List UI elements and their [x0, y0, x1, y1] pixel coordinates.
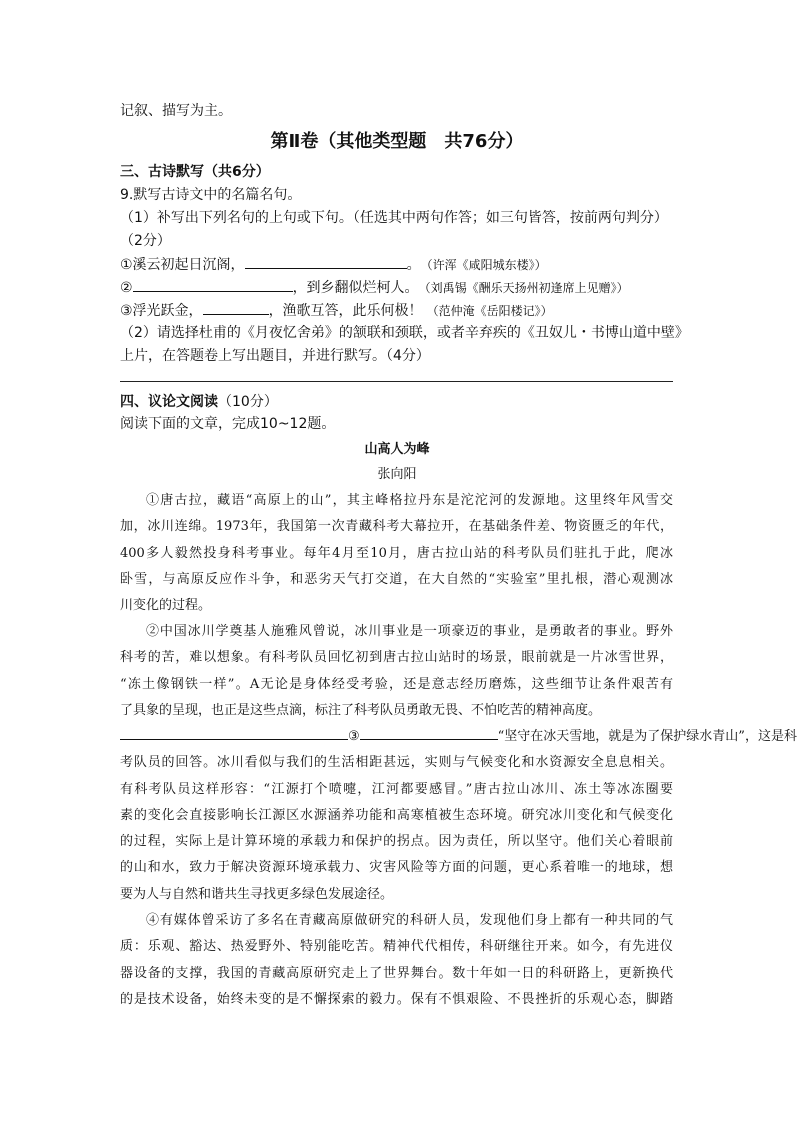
sub-question-1-score: （2分） — [120, 233, 171, 249]
poem-item-2-prefix: ② — [120, 280, 133, 296]
paragraph-line: 的山和水，致力于解决资源环境承载力、灾害风险等方面的问题，更心系着唯一的地球，想 — [120, 860, 673, 876]
paragraph-line: 川变化的过程。 — [120, 598, 212, 614]
paragraph-line: 的是技术设备，始终未变的是不懈探索的毅力。保有不惧艰险、不畏挫折的乐观心态，脚踏 — [120, 991, 673, 1007]
paragraph-line: 素的变化会直接影响长江源区水源涵养功能和高寒植被生态环境。研究冰川变化和气候变化 — [120, 807, 673, 823]
paragraph-line: 卧雪，与高原反应作斗争，和恶劣天气打交道，在大自然的“实验室”里扎根，潜心观测冰 — [120, 571, 673, 587]
answer-blank-5[interactable] — [360, 726, 498, 740]
reading-instruction: 阅读下面的文章，完成10~12题。 — [120, 416, 336, 432]
paragraph-line: ④有媒体曾采访了多名在青藏高原做研究的科研人员，发现他们身上都有一种共同的气 — [146, 913, 673, 928]
poem-item-2-suffix: ，到乡翻似烂柯人。 — [292, 280, 419, 296]
paragraph-line: 器设备的支撑，我国的青藏高原研究走上了世界舞台。数十年如一日的科研路上，更新换代 — [120, 965, 673, 981]
sub-question-2-line-2: 上片，在答题卷上写出题目，并进行默写。（4分） — [120, 348, 430, 364]
previous-text: 记叙、描写为主。 — [120, 103, 232, 119]
paragraph-line: “冻土像钢铁一样”。A无论是身体经受考验，还是意志经历磨炼，这些细节让条件艰苦有 — [120, 676, 673, 692]
paragraph-line: ②中国冰川学奠基人施雅风曾说，冰川事业是一项豪迈的事业，是勇敢者的事业。野外 — [146, 624, 673, 639]
paragraph-line: 考队员的回答。冰川看似与我们的生活相距甚远，实则与气候变化和水资源安全息息相关。 — [120, 755, 673, 771]
answer-blank-2[interactable] — [133, 278, 293, 292]
article-paragraph-3 — [120, 724, 797, 908]
paragraph-line: ①唐古拉，藏语“高原上的山”，其主峰格拉丹东是沱沱河的发源地。这里终年风雪交 — [146, 493, 673, 508]
paragraph-line-with-blank — [120, 724, 797, 750]
part3-heading: 三、古诗默写（共6分） — [120, 164, 270, 180]
paragraph-line: 质：乐观、豁达、热爱野外、特别能吃苦。精神代代相传，科研继往开来。如今，有先进仪 — [120, 939, 673, 955]
part4-heading-text: 四、议论文阅读 — [120, 394, 218, 410]
poem-item-3-prefix: ③浮光跃金， — [120, 303, 203, 319]
poem-item-3-source: （范仲淹《岳阳楼记》） — [426, 304, 553, 318]
paragraph-line: 有科考队员这样形容：“江源打个喷嚏，江河都要感冒。”唐古拉山冰川、冻土等冰冻圈要 — [120, 781, 673, 797]
paragraph-line: 加，冰川连绵。1973年，我国第一次青藏科考大幕拉开，在基础条件差、物资匮乏的年代， — [120, 519, 673, 535]
paragraph-line: 的过程，实际上是计算环境的承载力和保护的拐点。因为责任，所以坚守。他们关心着眼前 — [120, 834, 673, 850]
poem-item-3 — [120, 301, 553, 320]
poem-item-1-suffix: 。 — [406, 257, 421, 273]
article-title: 山高人为峰 — [364, 442, 430, 457]
answer-blank-3[interactable] — [203, 301, 269, 315]
paragraph-line: 要为人与自然和谐共生寻找更多绿色发展途径。 — [120, 886, 394, 902]
paragraph-line: 科考的苦，难以想象。有科考队员回忆初到唐古拉山站时的场景，眼前就是一片冰雪世界， — [120, 650, 673, 666]
answer-blank-1[interactable] — [245, 255, 407, 269]
poem-item-2 — [120, 278, 629, 297]
section-divider — [120, 381, 673, 382]
sub-question-1: （1）补写出下列名句的上句或下句。（任选其中两句作答；如三句皆答，按前两句判分） — [120, 210, 668, 226]
article-paragraph-1 — [120, 488, 673, 619]
article-paragraph-2 — [120, 619, 673, 724]
poem-item-3-suffix: ，渔歌互答，此乐何极！ — [268, 303, 423, 319]
section-title: 第Ⅱ卷（其他类型题 共76分） — [270, 131, 524, 152]
sub-question-2-line-1: （2）请选择杜甫的《月夜忆舍弟》的颔联和颈联，或者辛弃疾的《丑奴儿・书博山道中壁》 — [120, 325, 689, 341]
paragraph-line: 了具象的呈现，也正是这些点滴，标注了科考队员勇敢无畏、不怕吃苦的精神高度。 — [120, 702, 602, 718]
part4-heading — [120, 393, 278, 411]
poem-item-1 — [120, 255, 547, 274]
poem-item-1-prefix: ①溪云初起日沉阁， — [120, 257, 245, 273]
paragraph-3-first-line: “坚守在冰天雪地，就是为了保护绿水青山”，这是科 — [497, 729, 797, 744]
answer-blank-4[interactable] — [120, 726, 348, 740]
part4-heading-score: （10分） — [218, 394, 278, 410]
question-9: 9.默写古诗文中的名篇名句。 — [120, 187, 302, 203]
paragraph-line: 400多人毅然投身科考事业。每年4月至10月，唐古拉山站的科考队员们驻扎于此，爬冰 — [120, 545, 673, 561]
poem-item-2-source: （刘禹锡《酬乐天扬州初逢席上见赠》） — [424, 281, 629, 295]
paragraph-3-marker: ③ — [348, 729, 360, 744]
poem-item-1-source: （许浑《咸阳城东楼》） — [426, 258, 547, 272]
article-author: 张向阳 — [377, 467, 417, 482]
article-paragraph-4 — [120, 908, 673, 1013]
